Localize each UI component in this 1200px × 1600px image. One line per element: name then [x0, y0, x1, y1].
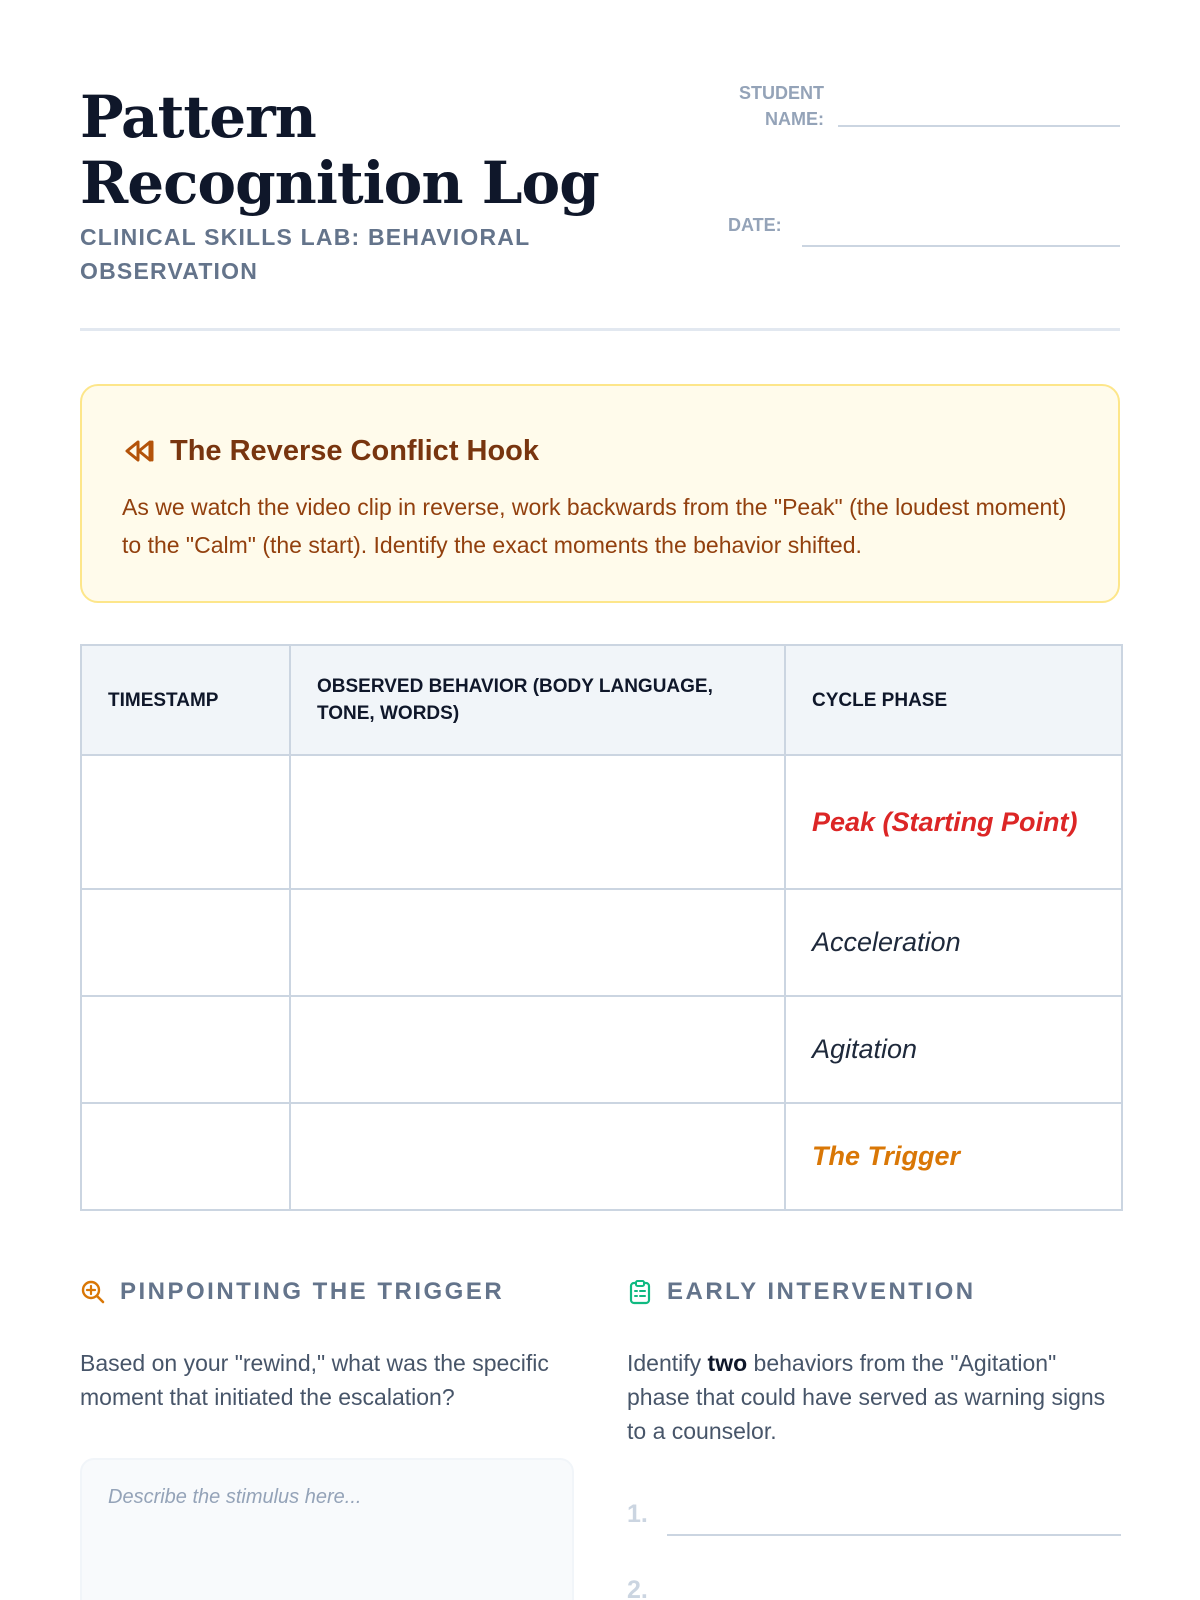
page-subtitle: CLINICAL SKILLS LAB: BEHAVIORAL OBSERVATION	[80, 224, 530, 284]
phase-cell-agitation: Agitation	[785, 996, 1122, 1103]
list-item	[627, 1572, 1121, 1600]
section-title: PINPOINTING THE TRIGGER	[120, 1278, 505, 1305]
header-cycle-phase: CYCLE PHASE	[785, 645, 1122, 755]
date-row	[728, 140, 1120, 235]
trigger-question: Based on your "rewind," what was the specific moment that initiated the escalation?	[80, 1350, 549, 1410]
section-heading	[80, 1272, 580, 1312]
phase-cell-acceleration: Acceleration	[785, 889, 1122, 996]
hook-body: As we watch the video clip in reverse, work backwards from the "Peak" (the loudest moment) to the "Calm" (the start). Identify the exact moments the behavior shifted.	[122, 494, 1067, 558]
timestamp-cell[interactable]	[81, 889, 290, 996]
search-target-icon	[80, 1279, 106, 1305]
question-text-start: Identify	[627, 1350, 708, 1376]
header	[80, 80, 1120, 330]
reverse-conflict-hook-callout	[80, 384, 1120, 603]
list-number: 1.	[627, 1500, 648, 1528]
timestamp-cell[interactable]	[81, 755, 290, 889]
behavior-cell[interactable]	[290, 755, 785, 889]
timestamp-cell[interactable]	[81, 996, 290, 1103]
student-name-field[interactable]	[838, 125, 1120, 127]
behavior-cell[interactable]	[290, 996, 785, 1103]
list-item	[627, 1496, 1121, 1572]
timestamp-cell[interactable]	[81, 1103, 290, 1210]
question-text-end: behaviors from the "Agitation" phase that could have served as warning signs to a counselor.	[627, 1350, 1106, 1444]
stimulus-answer-box[interactable]	[80, 1458, 574, 1600]
section-title: EARLY INTERVENTION	[667, 1278, 976, 1305]
page-title: Pattern Recognition Log	[80, 83, 599, 217]
table-row	[81, 755, 1122, 889]
clipboard-icon	[627, 1279, 653, 1305]
phase-cell-peak: Peak (Starting Point)	[785, 755, 1122, 889]
header-divider	[80, 328, 1120, 331]
student-name-row	[728, 80, 1120, 140]
table-header-row	[81, 645, 1122, 755]
date-field[interactable]	[802, 245, 1120, 247]
table-row	[81, 889, 1122, 996]
answer-line-1[interactable]	[667, 1534, 1121, 1536]
intervention-question	[627, 1346, 1121, 1448]
table-row	[81, 996, 1122, 1103]
question-emphasis: two	[707, 1350, 748, 1376]
warning-signs-list	[627, 1496, 1121, 1600]
hook-title: The Reverse Conflict Hook	[170, 434, 540, 467]
early-intervention-section	[627, 1272, 1121, 1600]
section-heading	[627, 1272, 1121, 1312]
rewind-icon	[122, 434, 156, 468]
list-number: 2.	[627, 1576, 648, 1600]
pattern-log-table	[80, 644, 1123, 1211]
date-label: DATE:	[728, 215, 782, 235]
answer-placeholder: Describe the stimulus here...	[108, 1486, 362, 1508]
student-name-label: STUDENT NAME:	[739, 83, 824, 129]
hook-heading	[122, 434, 539, 468]
student-meta	[728, 80, 1120, 235]
behavior-cell[interactable]	[290, 1103, 785, 1210]
phase-cell-trigger: The Trigger	[785, 1103, 1122, 1210]
behavior-cell[interactable]	[290, 889, 785, 996]
header-timestamp: TIMESTAMP	[81, 645, 290, 755]
table-row	[81, 1103, 1122, 1210]
pinpointing-trigger-section	[80, 1272, 580, 1600]
header-observed-behavior: OBSERVED BEHAVIOR (BODY LANGUAGE, TONE, WORDS)	[290, 645, 785, 755]
